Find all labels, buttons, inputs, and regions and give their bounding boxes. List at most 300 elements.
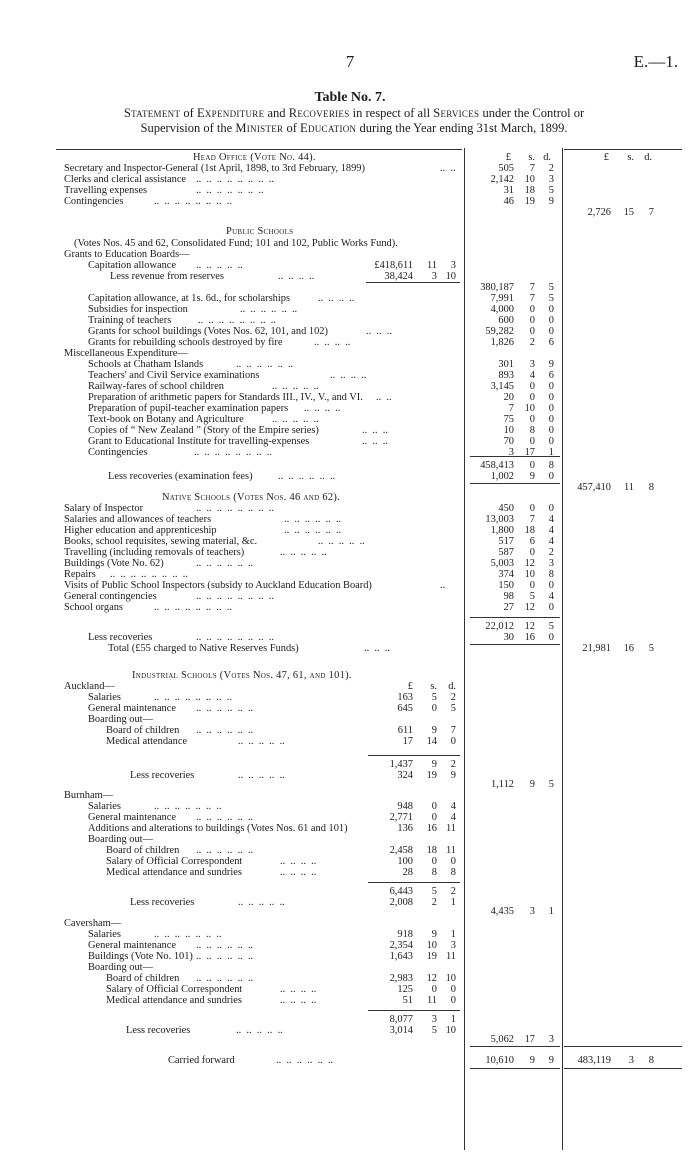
dot-leader: .. .. .. .. .. [196,260,243,271]
amount-value: 517 [498,536,514,547]
rule [368,882,460,883]
line-label: Contingencies [88,447,148,458]
line-label: Auckland— [64,681,115,692]
line-label: Grants to Education Boards— [64,249,190,260]
line-label: Miscellaneous Expenditure— [64,348,188,359]
amount-value: 2,726 [587,207,611,218]
dot-leader: .. .. .. .. [318,293,355,304]
amount-value: 0 [529,392,535,403]
line-label: Contingencies [64,196,124,207]
amount-value: 324 [397,770,413,781]
amount-value: 5,062 [490,1034,514,1045]
dot-leader: .. .. .. .. .. [238,897,285,908]
dot-leader: .. .. .. .. .. .. [240,304,298,315]
title-word: of [286,121,297,135]
dot-leader: .. .. .. .. [314,337,351,348]
amount-value: 2 [450,759,456,770]
amount-value: 9 [548,359,554,370]
amount-value: 2 [450,692,456,703]
amount-value: 1,002 [490,471,514,482]
amount-value: 12 [524,602,535,613]
amount-value: 0 [548,326,554,337]
rule [368,755,460,756]
amount-value: 0 [548,503,554,514]
amount-value: 5 [431,692,437,703]
amount-value: 6 [548,370,554,381]
amount-value: 0 [548,315,554,326]
line-label: Buildings (Vote No. 62) [64,558,164,569]
line-label: Travelling expenses [64,185,148,196]
amount-value: 0 [548,436,554,447]
amount-value: 4 [529,370,535,381]
amount-value: 5 [648,643,654,654]
title-word: Expenditure [196,106,265,120]
dot-leader: .. .. .. .. .. .. [196,703,254,714]
rule [564,1046,682,1047]
line-label: Less recoveries [130,897,195,908]
dot-leader: .. .. .. .. .. [272,414,319,425]
line-label: Board of children [106,973,180,984]
amount-value: 5,003 [490,558,514,569]
dot-leader: .. .. .. .. [304,403,341,414]
amount-value: 2 [450,886,456,897]
rule [368,1010,460,1011]
line-label: Repairs [64,569,96,580]
amount-value: 1,643 [389,951,413,962]
amount-value: s. [430,681,437,692]
amount-value: 3 [628,1055,634,1066]
line-label: Less recoveries [88,632,153,643]
amount-value: 20 [503,392,514,403]
line-label: General maintenance [88,703,176,714]
amount-value: 12 [524,558,535,569]
line-label: Board of children [106,725,180,736]
dot-leader: .. .. .. .. .. [238,736,285,747]
dot-leader: .. .. .. .. .. .. .. .. [196,632,274,643]
amount-value: 2,142 [490,174,514,185]
dot-leader: .. .. .. .. .. .. [196,845,254,856]
amount-value: 3 [508,447,514,458]
amount-value: 3,014 [389,1025,413,1036]
section-heading: Public Schools [226,226,294,237]
amount-value: 4 [548,525,554,536]
amount-value: £ [505,152,511,163]
amount-value: 0 [431,801,437,812]
dot-leader: .. .. .. .. .. .. .. .. [194,447,272,458]
amount-value: 13,003 [485,514,514,525]
amount-value: 5 [431,886,437,897]
amount-value: 15 [623,207,634,218]
amount-value: 3 [529,906,535,917]
amount-value: 10,610 [485,1055,514,1066]
title-word: during the Year ending 31st March, 1899. [359,121,568,135]
dot-leader: .. .. .. .. .. .. .. .. [198,315,276,326]
dot-leader: .. .. .. .. .. .. .. .. [154,692,232,703]
amount-value: 51 [402,995,413,1006]
amount-value: 6 [529,536,535,547]
amount-value: 3 [431,1014,437,1025]
line-label: Travelling (including removals of teachers) [64,547,245,558]
amount-value: 22,012 [485,621,514,632]
dot-leader: .. .. .. .. .. [272,381,319,392]
dot-leader: .. .. .. .. .. .. [236,359,294,370]
table-number: Table No. 7. [314,90,386,105]
amount-value: £ [603,152,609,163]
amount-value: 70 [503,436,514,447]
amount-value: 9 [431,725,437,736]
line-label: Salaries [88,801,121,812]
amount-value: 16 [426,823,437,834]
amount-value: 0 [548,632,554,643]
dot-leader: .. .. .. [362,436,388,447]
amount-value: 0 [529,414,535,425]
amount-value: 0 [548,403,554,414]
amount-value: d. [543,152,551,163]
line-label: Salaries and allowances of teachers [64,514,212,525]
line-label: Board of children [106,845,180,856]
line-label: (Votes Nos. 45 and 62, Consolidated Fund; 101 and 102, Public Works Fund). [74,238,398,249]
line-label: Less recoveries [126,1025,191,1036]
line-label: Preparation of pupil-teacher examination papers [88,403,289,414]
amount-value: £418,611 [374,260,413,271]
line-label: Carried forward [168,1055,235,1066]
dot-leader: .. .. .. .. .. .. .. [154,929,222,940]
amount-value: 9 [548,196,554,207]
dot-leader: .. .. .. .. .. .. [196,558,254,569]
line-label: Clerks and clerical assistance [64,174,187,185]
amount-value: 17 [524,1034,535,1045]
amount-value: 4 [548,514,554,525]
amount-value: 0 [548,471,554,482]
amount-value: 0 [529,580,535,591]
line-label: Salary of Official Correspondent [106,856,243,867]
amount-value: s. [528,152,535,163]
amount-value: 7 [508,403,514,414]
amount-value: 1,437 [389,759,413,770]
amount-value: 59,282 [485,326,514,337]
dot-leader: .. .. .. .. [280,856,317,867]
amount-value: 17 [524,447,535,458]
amount-value: 611 [397,725,413,736]
dot-leader: .. .. .. .. .. .. .. .. [110,569,188,580]
title-word: Statement [123,106,181,120]
line-label: School organs [64,602,123,613]
title-word: Recoveries [288,106,350,120]
amount-value: 2,354 [389,940,413,951]
dot-leader: .. .. .. .. .. .. [276,1055,334,1066]
line-label: General maintenance [88,940,176,951]
dot-leader: .. [440,580,446,591]
amount-value: 374 [498,569,514,580]
amount-value: 1,826 [490,337,514,348]
dot-leader: .. .. .. .. .. .. [196,725,254,736]
amount-value: 1 [450,1014,456,1025]
amount-value: 10 [445,271,456,282]
amount-value: 0 [548,580,554,591]
amount-value: 0 [431,984,437,995]
amount-value: 8 [529,425,535,436]
amount-value: 7 [529,282,535,293]
amount-value: 46 [503,196,514,207]
amount-value: 5 [548,621,554,632]
amount-value: 125 [397,984,413,995]
amount-value: 2 [431,897,437,908]
amount-value: 163 [397,692,413,703]
amount-value: 2,008 [389,897,413,908]
amount-value: 8 [548,569,554,580]
dot-leader: .. .. .. [364,643,390,654]
amount-value: 10 [426,940,437,951]
rule [470,1068,560,1069]
amount-value: 21,981 [582,643,611,654]
amount-value: 3,145 [490,381,514,392]
amount-value: 0 [529,503,535,514]
amount-value: 3 [548,174,554,185]
dot-leader: .. .. .. .. .. .. [278,471,336,482]
amount-value: 0 [548,381,554,392]
amount-value: 3 [529,359,535,370]
amount-value: 7,991 [490,293,514,304]
title-word: under the Control or [482,106,585,120]
amount-value: 0 [548,392,554,403]
dot-leader: .. .. .. .. .. .. [196,940,254,951]
amount-value: 2 [548,163,554,174]
amount-value: 14 [426,736,437,747]
line-label: Burnham— [64,790,114,801]
rule [56,149,462,150]
amount-value: 5 [548,779,554,790]
amount-value: 301 [498,359,514,370]
line-label: Caversham— [64,918,122,929]
dot-leader: .. .. .. .. .. .. .. .. [154,602,232,613]
title-word: of [183,106,194,120]
amount-value: 6,443 [389,886,413,897]
amount-value: 31 [503,185,514,196]
amount-value: 98 [503,591,514,602]
line-label: Subsidies for inspection [88,304,188,315]
amount-value: 2,771 [389,812,413,823]
amount-value: 5 [431,1025,437,1036]
amount-value: 5 [529,591,535,602]
rule [470,1046,560,1047]
amount-value: 1,112 [491,779,514,790]
amount-value: s. [627,152,634,163]
amount-value: 948 [397,801,413,812]
amount-value: 19 [426,770,437,781]
amount-value: 0 [450,856,456,867]
rule [470,644,560,645]
amount-value: 10 [524,403,535,414]
amount-value: 0 [548,414,554,425]
amount-value: 0 [529,315,535,326]
line-label: Capitation allowance [88,260,177,271]
line-label: Medical attendance and sundries [106,995,242,1006]
line-label: Less revenue from reserves [110,271,224,282]
amount-value: 5 [548,293,554,304]
amount-value: 18 [426,845,437,856]
amount-value: 4,000 [490,304,514,315]
amount-value: 10 [524,174,535,185]
line-label: Schools at Chatham Islands [88,359,204,370]
dot-leader: .. .. .. .. .. .. .. .. [154,196,232,207]
amount-value: 19 [524,196,535,207]
line-label: Buildings (Vote No. 101) [88,951,193,962]
amount-value: 11 [445,951,456,962]
amount-value: 4 [450,812,456,823]
amount-value: 10 [524,569,535,580]
amount-value: 0 [529,326,535,337]
line-label: Salary of Inspector [64,503,144,514]
line-label: Salary of Official Correspondent [106,984,243,995]
amount-value: 30 [503,632,514,643]
line-label: Grants for rebuilding schools destroyed by fire [88,337,283,348]
line-label: General maintenance [88,812,176,823]
dot-leader: .. .. .. .. .. .. .. [154,801,222,812]
line-label: Salaries [88,692,121,703]
dot-leader: .. .. .. .. [280,995,317,1006]
rule [564,1068,682,1069]
line-label: Higher education and apprenticeship [64,525,217,536]
dot-leader: .. .. .. .. .. .. [196,951,254,962]
amount-value: 8,077 [389,1014,413,1025]
amount-value: 483,119 [577,1055,611,1066]
line-label: Grant to Educational Institute for travelling-expenses [88,436,310,447]
amount-value: 645 [397,703,413,714]
amount-value: 7 [648,207,654,218]
line-label: Teachers' and Civil Service examinations [88,370,260,381]
dot-leader: .. .. .. .. [280,867,317,878]
amount-value: 457,410 [577,482,611,493]
amount-value: 4,435 [490,906,514,917]
amount-value: 918 [397,929,413,940]
amount-value: 3 [450,940,456,951]
amount-value: 0 [548,304,554,315]
amount-value: 9 [548,1055,554,1066]
title-word: in respect of all [352,106,431,120]
line-label: Books, school requisites, sewing material, &c. [64,536,258,547]
amount-value: 38,424 [384,271,413,282]
line-label: Visits of Public School Inspectors (subsidy to Auckland Education Board) [64,580,372,591]
amount-value: 0 [548,602,554,613]
dot-leader: .. .. .. .. [278,271,315,282]
amount-value: 3 [548,558,554,569]
dot-leader: .. .. .. .. .. [236,1025,283,1036]
amount-value: 100 [397,856,413,867]
amount-value: 587 [498,547,514,558]
amount-value: 0 [450,995,456,1006]
amount-value: 6 [548,337,554,348]
section-heading: Head Office (Vote No. 44). [193,152,316,163]
line-label: General contingencies [64,591,157,602]
section-heading: Industrial Schools (Votes Nos. 47, 61, and 101). [132,670,352,681]
amount-value: 2 [548,547,554,558]
dot-leader: .. .. .. .. .. .. .. .. [196,174,274,185]
amount-value: 9 [529,779,535,790]
rule [470,617,560,618]
line-label: Preparation of arithmetic papers for Standards III., IV., V., and VI. [88,392,363,403]
line-label: Boarding out— [88,962,153,973]
amount-value: 1,800 [490,525,514,536]
table-title [28,106,680,136]
amount-value: 16 [623,643,634,654]
amount-value: 505 [498,163,514,174]
amount-value: 8 [450,867,456,878]
amount-value: 458,413 [480,460,514,471]
rule [564,149,682,150]
line-label: Less recoveries [130,770,195,781]
line-label: Railway-fares of school children [88,381,224,392]
amount-value: 893 [498,370,514,381]
amount-value: 9 [431,929,437,940]
dot-leader: .. .. .. .. [280,984,317,995]
amount-value: 17 [402,736,413,747]
amount-value: 27 [503,602,514,613]
amount-value: 8 [431,867,437,878]
amount-value: 5 [450,703,456,714]
amount-value: 3 [431,271,437,282]
amount-value: 136 [397,823,413,834]
dot-leader: .. .. .. [362,425,388,436]
line-label: Secretary and Inspector-General (1st April, 1898, to 3rd February, 1899) [64,163,365,174]
dot-leader: .. .. .. .. .. [318,536,365,547]
amount-value: 75 [503,414,514,425]
dot-leader: .. .. .. .. .. .. .. .. [196,503,274,514]
amount-value: 5 [548,282,554,293]
amount-value: 0 [529,547,535,558]
dot-leader: .. .. [376,392,392,403]
amount-value: 0 [450,984,456,995]
amount-value: £ [407,681,413,692]
amount-value: 5 [548,185,554,196]
amount-value: 0 [548,425,554,436]
dot-leader: .. .. .. .. .. .. .. .. [196,591,274,602]
amount-value: 18 [524,525,535,536]
amount-value: 7 [529,293,535,304]
amount-value: 3 [450,260,456,271]
amount-value: 9 [529,471,535,482]
line-label: Capitation allowance, at 1s. 6d., for scholarships [88,293,290,304]
dot-leader: .. .. .. .. .. .. [196,812,254,823]
line-label: Medical attendance and sundries [106,867,242,878]
line-label: Training of teachers [88,315,172,326]
amount-value: 8 [648,482,654,493]
amount-value: 0 [529,460,535,471]
amount-value: d. [448,681,456,692]
amount-value: 7 [450,725,456,736]
amount-value: 7 [529,163,535,174]
amount-value: d. [644,152,652,163]
document-reference: E.—1. [633,52,678,71]
line-label: Boarding out— [88,834,153,845]
amount-value: 10 [445,1025,456,1036]
amount-value: 1 [548,447,554,458]
line-label: Total (£55 charged to Native Reserves Funds) [108,643,299,654]
title-word: Minister [235,121,284,135]
title-word: Services [433,106,480,120]
amount-value: 3 [548,1034,554,1045]
amount-value: 11 [426,260,437,271]
amount-value: 11 [445,823,456,834]
line-label: Grants for school buildings (Votes Nos. 62, 101, and 102) [88,326,328,337]
amount-value: 9 [450,770,456,781]
rule [366,282,460,283]
amount-value: 8 [548,460,554,471]
amount-value: 4 [548,536,554,547]
amount-value: 11 [623,482,634,493]
title-word: and [267,106,286,120]
amount-value: 600 [498,315,514,326]
amount-value: 1 [450,929,456,940]
